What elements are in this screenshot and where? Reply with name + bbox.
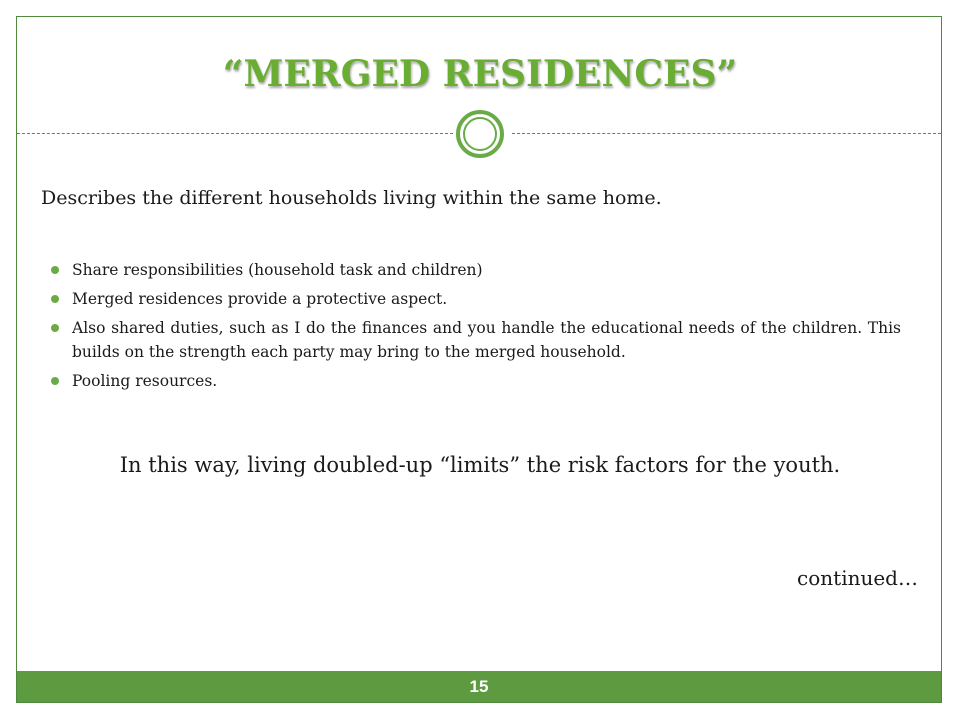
title-divider-right [512,133,941,134]
bullet-text: Also shared duties, such as I do the finances and you handle the educational needs of the children. This builds on the strength each party may bring to the merged household. [72,319,901,361]
emphasis-statement: In this way, living doubled-up “limits” the risk factors for the youth. [119,453,841,477]
slide-title: “MERGED RESIDENCES” [222,53,738,95]
bullet-item [51,316,901,364]
bullet-text: Merged residences provide a protective aspect. [72,290,448,308]
continued-label: continued… [797,566,918,590]
bullet-item [51,369,901,393]
bullet-dot-icon [51,377,59,385]
bullet-text: Share responsibilities (household task and children) [72,261,483,279]
bullet-text: Pooling resources. [72,372,218,390]
footer-bar [17,671,941,702]
bullet-list [51,258,901,398]
page-number: 15 [469,677,489,696]
bullet-item [51,258,901,282]
title-divider-left [17,133,453,134]
bullet-dot-icon [51,324,59,332]
bullet-item [51,287,901,311]
bullet-dot-icon [51,266,59,274]
intro-text: Describes the different households living within the same home. [41,187,662,209]
double-ring-icon [456,110,504,158]
bullet-dot-icon [51,295,59,303]
